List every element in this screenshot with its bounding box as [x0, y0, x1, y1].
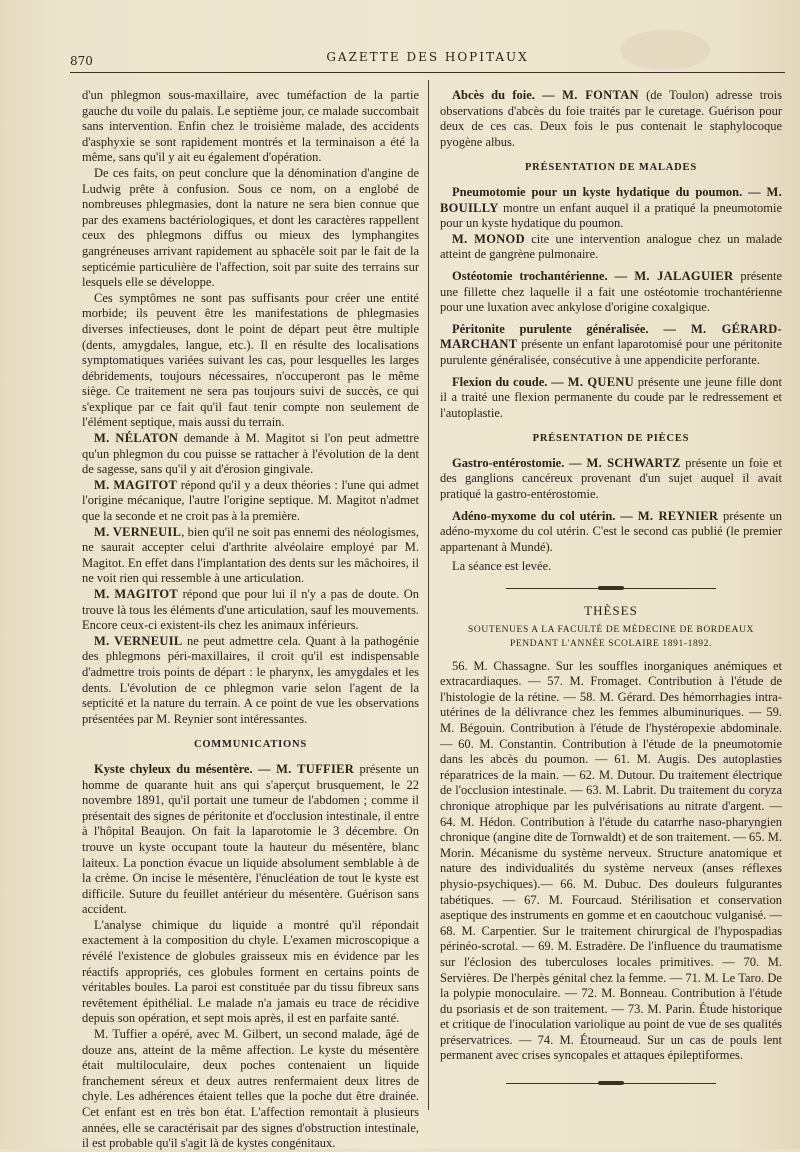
speaker-name: M. QUENU	[563, 374, 634, 389]
paragraph: M. Tuffier a opéré, avec M. Gilbert, un second malade, âgé de douze ans, atteint de la même affection. Le kyste du mésentère était multiloculaire, deux poches contenaient un liquide franchement séreux et deux autres renfermaient deux litres de chyle. Les adhérences étaient telles que la poche dut être drainée. Cet enfant est en très bon état. L'affection remontait à plusieurs années, elle se caractérisait par des signes d'obstruction intestinale, il est probable qu'il s'agit là de kystes congénitaux.	[82, 1027, 419, 1151]
page-number: 870	[70, 54, 93, 68]
theses-subheading: PENDANT L'ANNÉE SCOLAIRE 1891-1892.	[510, 638, 712, 649]
paragraph-text: répond qu'il y a deux théories : l'une qui admet l'origine mécanique, l'autre l'origine septique. M. Magitot n'admet que la seconde et ne croit pas à la première.	[82, 477, 419, 524]
speaker-name: M. VERNEUIL	[94, 524, 182, 539]
paragraph	[440, 375, 782, 422]
article-title: Ostéotomie trochantérienne. —	[452, 268, 628, 283]
ornamental-rule	[506, 1078, 716, 1088]
paragraph	[82, 587, 419, 634]
journal-title: GAZETTE DES HOPITAUX	[326, 50, 529, 64]
column-divider	[428, 80, 429, 1110]
paragraph: La séance est levée.	[452, 559, 552, 574]
left-column	[82, 88, 419, 1152]
section-heading: PRÉSENTATION DE PIÈCES	[532, 433, 690, 445]
paragraph-text: (de Toulon) adresse trois observations d'abcès du foie traités par le curetage. Guérison pour deux de ces cas. Deux fois le pus contenait le staphylocoque pyogène albus.	[440, 88, 782, 149]
article-title: Adéno-myxome du col utérin. —	[452, 508, 633, 523]
page-header	[70, 50, 785, 73]
paragraph	[82, 634, 419, 728]
speaker-name: M. SCHWARTZ	[581, 455, 681, 470]
paragraph: L'analyse chimique du liquide a montré qu'il répondait exactement à la composition du chyle. L'examen microscopique a révélé l'existence de globules graisseux mis en évidence par les réactifs appropriés, ces globules forment en certains points de véritables boules. La paroi est constituée par du tissu fibreux sans revêtement épithélial. Le malade n'a jamais eu trace de récidive depuis son opération, et sept mois après, il est en parfaite santé.	[82, 917, 419, 1026]
paragraph	[440, 88, 782, 150]
paragraph-text: présente une jeune fille dont il a traité une flexion permanente du coude par le redressement et l'autoplastie.	[440, 374, 782, 420]
theses-list: 56. M. Chassagne. Sur les souffles inorganiques anémiques et extracardiaques. — 57. M. Fromaget. Contribution à l'étude de l'histologie de la rétine. — 58. M. Gérard. Des hémorrhagies intra-utérines de la délivrance chez les femmes albuminuriques. — 59. M. Bégouin. Contribution à l'étude de l'hystéropexie abdominale. — 60. M. Constantin. Contribution à l'étude de la pneumotomie dans les abcès du poumon. — 61. M. Augis. Des autoplasties réparatrices de la main. — 62. M. Dutour. Du traitement électrique de l'occlusion intestinale. — 63. M. Labrit. Du traitement du coryza chronique atrophique par les pulvérisations au nitrate d'argent. — 64. M. Hédon. Contribution à l'étude du catarrhe naso-pharyngien chronique (angine dite de Tornwaldt) et de son traitement. — 65. M. Morin. Mécanisme du système nerveux. Structure anatomique et nature des individualités du système nerveux (anses réflexes physio-psychiques).— 66. M. Dubuc. Des douleurs fulgurantes tabétiques. — 67. M. Fourcaud. Stérilisation et conservation aseptique des instruments en gomme et en caoutchouc vulganisé. — 68. M. Carpentier. Sur le traitement chirurgical de l'hypospadias périnéo-scrotal. — 69. M. Estradère. De l'influence du traumatisme sur l'éclosion des tuberculoses locales primitives. — 70. M. Servières. De l'herpès génital chez la femme. — 71. M. Le Taro. De la polypie monoculaire. — 72. M. Bonneau. Contribution à l'étude du psoriasis et de son traitement. — 73. M. Parin. Étude historique et critique de l'inoculation variolique au point de vue de ses qualités préservatrices. — 74. M. Étourneaud. Sur un cas de pouls lent permanent avec crises syncopales et attaques épileptiformes.	[440, 658, 782, 1063]
paragraph	[440, 456, 782, 503]
section-heading: COMMUNICATIONS	[193, 739, 308, 751]
theses-heading: THÈSES	[584, 603, 638, 619]
section-heading: PRÉSENTATION DE MALADES	[524, 162, 698, 174]
paragraph	[440, 322, 782, 369]
speaker-name: M. MAGITOT	[94, 477, 178, 492]
paragraph	[82, 525, 419, 587]
paragraph	[440, 509, 782, 556]
paragraph-text: demande à M. Magitot si l'on peut admettre qu'un phlegmon du cou puisse se rattacher à l'évolution de la dent de sagesse, sans qu'il y ait d'érosion gingivale.	[82, 431, 419, 477]
paragraph-text: répond que pour lui il n'y a pas de doute. On trouve là tous les éléments d'une articulation, sauf les mouvements. Encore ceux-ci existent-ils chez les animaux inférieurs.	[82, 587, 419, 633]
paragraph-text: montre un enfant auquel il a pratiqué la pneumotomie pour un kyste hydatique du poumon.	[440, 200, 782, 231]
paragraph	[440, 269, 782, 316]
paragraph: d'un phlegmon sous-maxillaire, avec tuméfaction de la partie gauche du voile du palais. Le septième jour, ce malade succombait sans intervention. Enfin chez le troisième malade, des accidents d'asphyxie se sont rapidement montrés et la terminaison a été la même, sans qu'il y ait eu également d'opération.	[82, 88, 419, 165]
paragraph-text: présente un adéno-myxome du col utérin. C'est le second cas publié (le premier appartenant à Mundé).	[440, 508, 782, 554]
ornamental-rule	[506, 583, 716, 593]
paragraph: De ces faits, on peut conclure que la dénomination d'angine de Ludwig prête à confusion. Sous ce nom, on a englobé de nombreuses phlegmasies, dont la nature ne sera bien connue que par des examens bactériologiques, et dont les caractères rappellent ceux des phlegmons diffus ou mieux des lymphangites gangréneuses arrivant rapidement au sphacèle soit par le fait de la septicémie particulière de l'affection, soit par suite des terrains sur lesquels elle se développe.	[82, 165, 419, 290]
paragraph: Ces symptômes ne sont pas suffisants pour créer une entité morbide; ils peuvent être les manifestations de phlegmasies diverses infectieuses, dont le point de départ peut être multiple (dents, amygdales, langue, etc.). Il en résulte des localisations symptomatiques variées suivant les cas, pour lesquelles les larges débridements, toujours nécessaires, n'occuperont pas le même siège. Ce traitement ne sera pas toujours suivi de succès, ce qui s'explique par ce fait qu'il faut tenir compte non seulement de l'élément septique, mais aussi du terrain.	[82, 290, 419, 430]
speaker-name: M. VERNEUIL	[94, 633, 183, 648]
paragraph-text: , bien qu'il ne soit pas ennemi des néologismes, ne saurait accepter celui d'arthrite alvéolaire employé par M. Magitot. En effet dans l'implantation des dents sur les mâchoires, il ne voit rien qui ressemble à une articulation.	[82, 524, 419, 586]
speaker-name: M. BOUILLY	[440, 184, 783, 215]
speaker-name: M. MAGITOT	[94, 587, 179, 601]
paragraph	[440, 232, 782, 263]
speaker-name: M. FONTAN	[554, 88, 639, 102]
paragraph-text: ne peut admettre cela. Quant à la pathogénie des phlegmons péri-maxillaires, il croit qu'il est indispensable d'admettre trois points de départ : le pharynx, les amygdales et les dents. L'évolution de ce phlegmon varie selon l'agent de la septicité et la nature du terrain. A ce point de vue les observations présentées par M. Reynier sont intéressantes.	[82, 633, 419, 726]
paragraph	[82, 431, 419, 478]
paragraph-text: présente un enfant laparotomisé pour une péritonite purulente généralisée, consécutive à une appendicite perforante.	[440, 337, 782, 367]
speaker-name: M. NÉLATON	[94, 431, 179, 446]
paragraph-text: présente un homme de quarante huit ans qui s'aperçut brusquement, le 22 novembre 1891, qu'il portait une tumeur de l'abdomen ; comme il présentait des signes de péritonite et d'occlusion intestinale, il entre à l'hôpital Beaujon. On fait la laparotomie le 3 décembre. On trouve un kyste occupant toute la hauteur du mésentère, blanc laiteux. La ponction évacue un liquide absolument semblable à de la crème. On incise le mésentère, l'énucléation de tout le kyste est difficile. Suture du feuillet antérieur du mésentère. Guérison sans accident.	[82, 761, 419, 917]
paragraph	[82, 478, 419, 525]
paragraph-text: cite une intervention analogue chez un malade atteint de gangrène pulmonaire.	[440, 231, 782, 262]
speaker-name: M. JALAGUIER	[627, 268, 734, 283]
right-column	[440, 88, 782, 1098]
speaker-name: M. REYNIER	[632, 508, 719, 523]
speaker-name: M. TUFFIER	[270, 761, 355, 776]
paragraph	[440, 185, 782, 232]
article-title: Pneumotomie pour un kyste hydatique du poumon. —	[452, 184, 761, 199]
article-title: Abcès du foie. —	[452, 88, 555, 102]
paragraph	[82, 762, 419, 918]
article-title: Flexion du coude. —	[452, 374, 564, 389]
article-title: Gastro-entérostomie. —	[452, 455, 582, 470]
paragraph-text: présente un foie et des ganglions cancéreux provenant d'un sujet auquel il avait pratiqué la gastro-entérostomie.	[440, 455, 782, 502]
paragraph-text: présente une fillette chez laquelle il a fait une ostéotomie trochantérienne pour une luxation avec ankylose d'origine coxalgique.	[440, 268, 782, 315]
article-title: Kyste chyleux du mésentère. —	[94, 761, 271, 776]
speaker-name: M. GÉRARD-MARCHANT	[440, 321, 783, 352]
article-title: Péritonite purulente généralisée. —	[452, 321, 676, 336]
speaker-name: M. MONOD	[452, 231, 525, 246]
theses-subheading: SOUTENUES A LA FACULTÉ DE MÉDECINE DE BORDEAUX	[468, 624, 754, 635]
